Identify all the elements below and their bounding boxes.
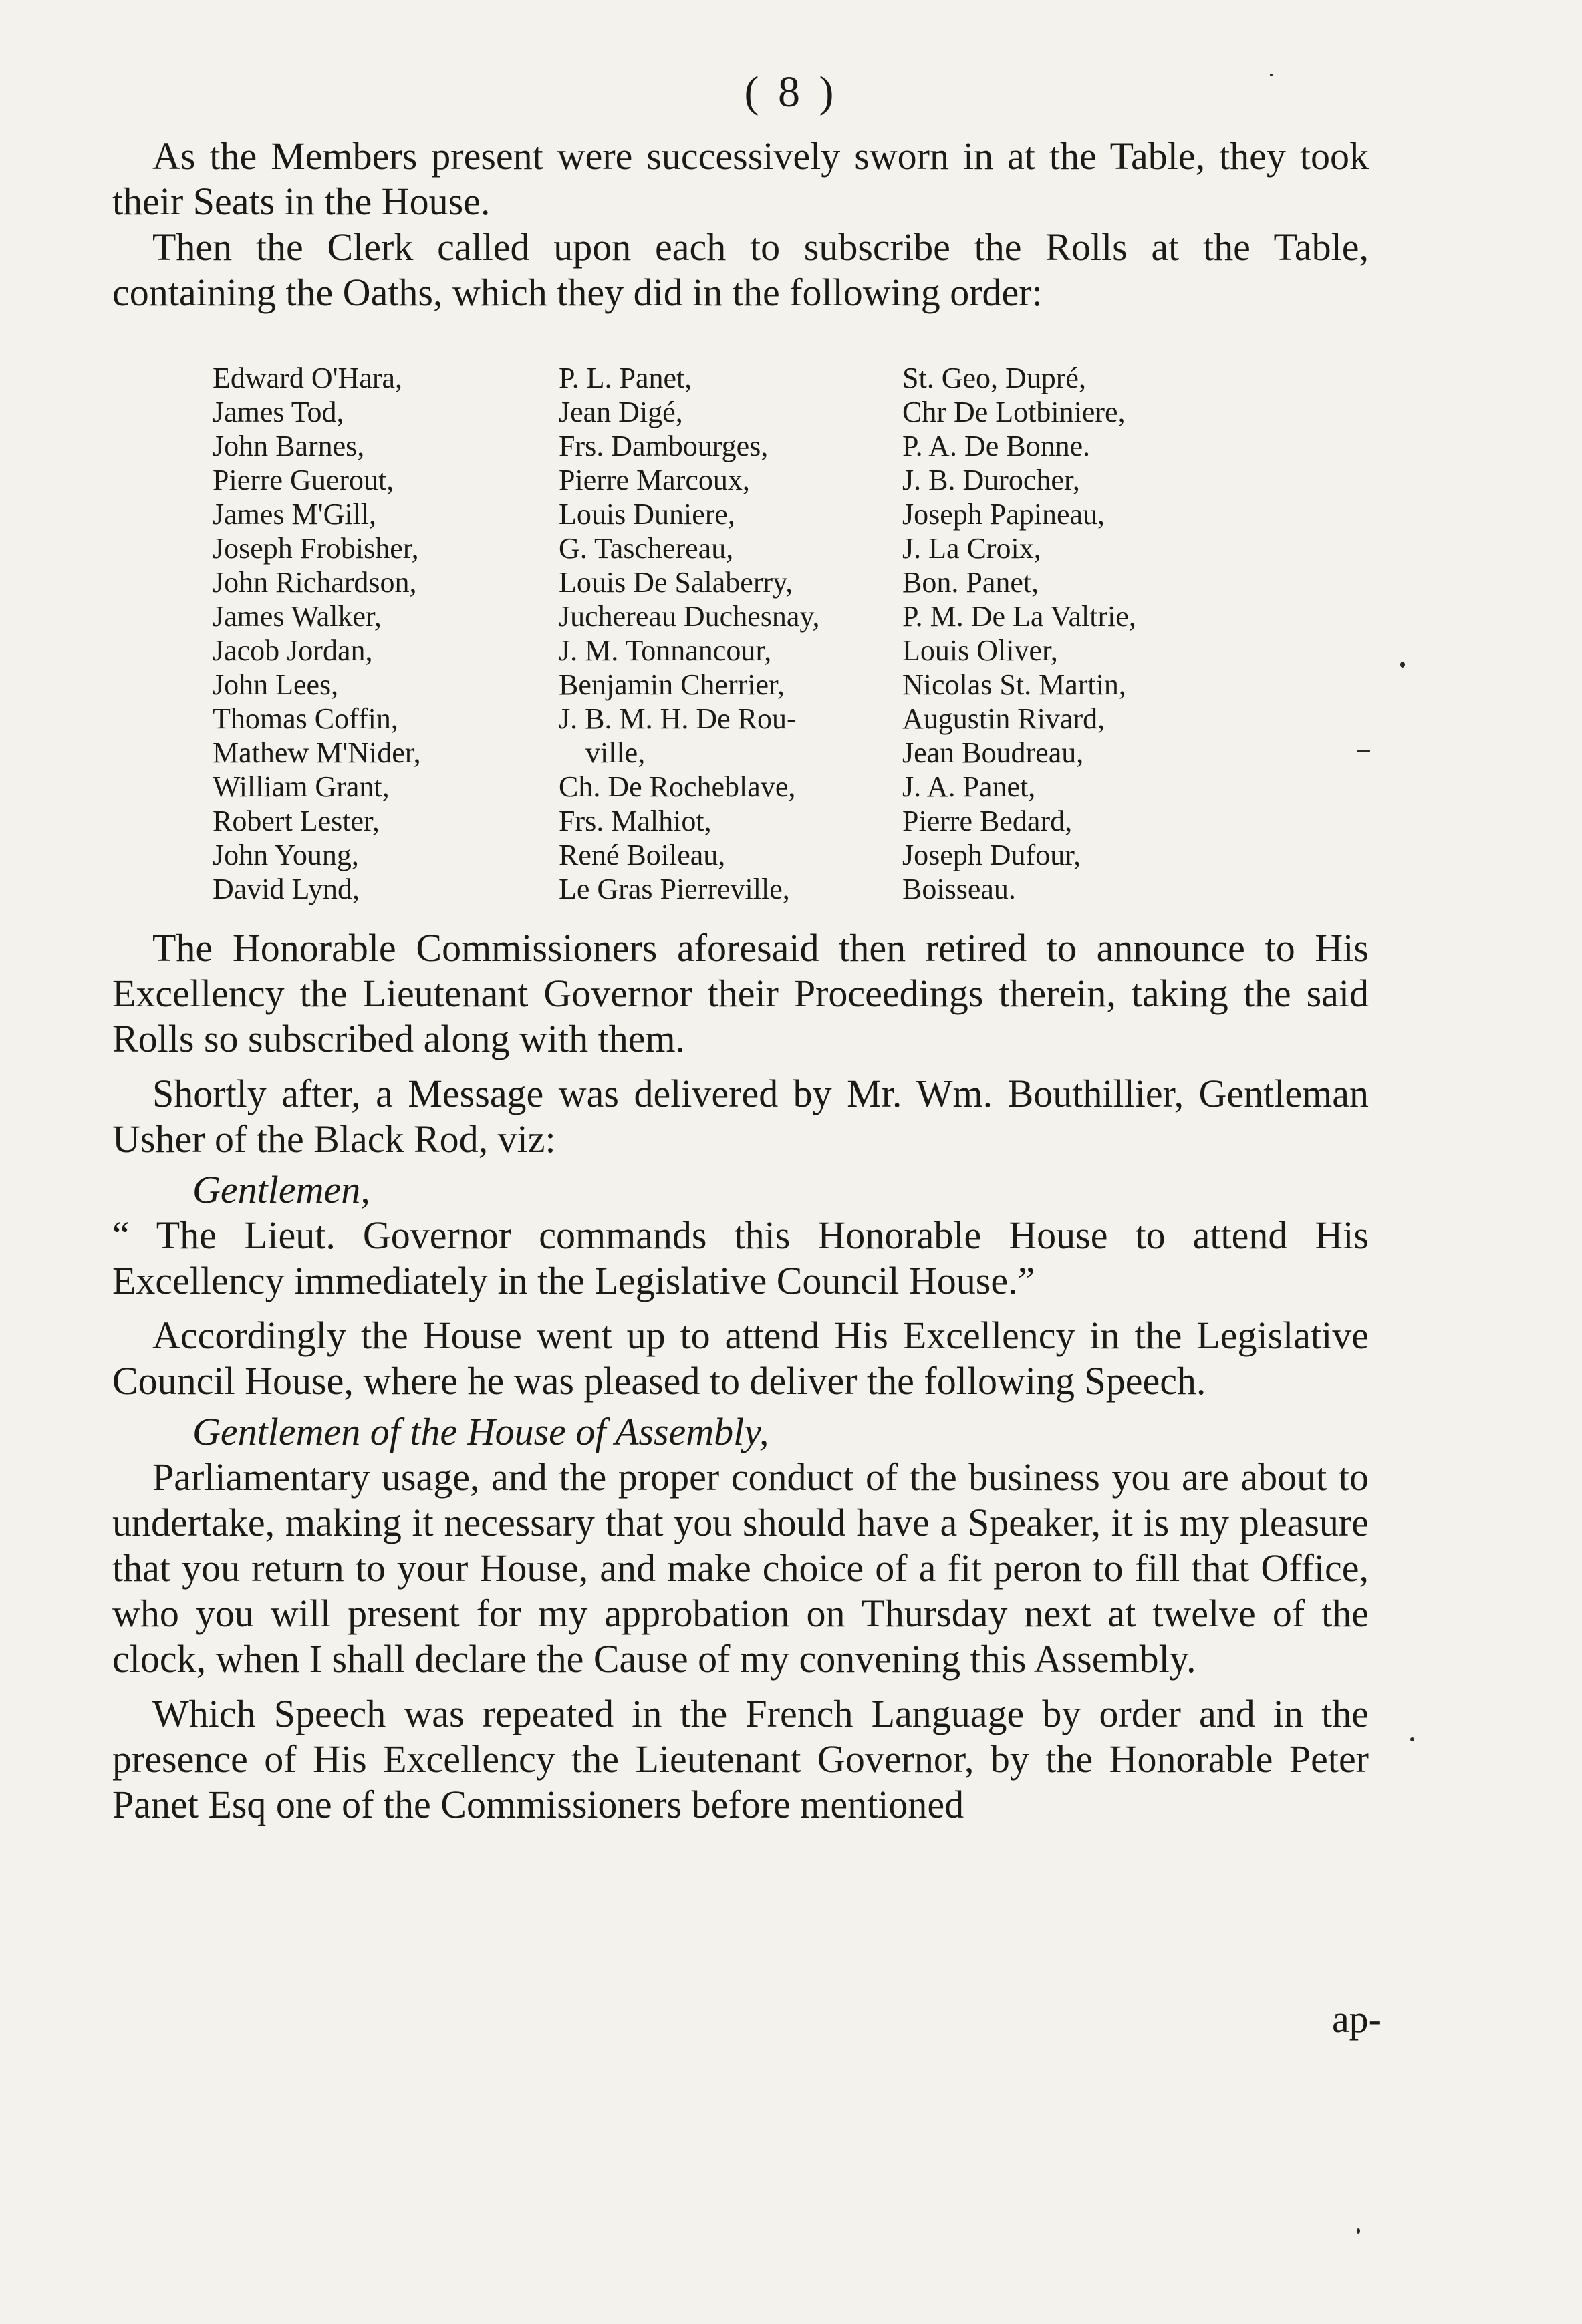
member-name: John Richardson, [213,566,417,599]
roll-column-3 [902,361,1228,906]
member-name: Jean Digé, [559,396,683,428]
ink-speck [1410,1737,1414,1741]
member-name: J. A. Panet, [902,770,1036,803]
ink-speck [1400,662,1405,668]
member-name: René Boileau, [559,839,726,871]
member-name: P. A. De Bonne. [902,430,1091,462]
member-name: St. Geo, Dupré, [902,361,1086,394]
member-name: John Young, [213,839,359,871]
roll-of-members [213,361,1228,906]
member-name: Benjamin Cherrier, [559,668,785,701]
proceedings-text [112,925,1369,1828]
member-name: J. B. M. H. De Rou- [559,702,797,735]
roll-column-2 [559,361,902,906]
member-name: Thomas Coffin, [213,702,398,735]
member-name: J. M. Tonnancour, [559,634,772,667]
paragraph-members-sworn: As the Members present were successively sworn in at the Table, they took their Seats in the House. [112,134,1369,223]
member-name: William Grant, [213,770,390,803]
member-name: Joseph Frobisher, [213,532,419,565]
member-name: Robert Lester, [213,805,380,837]
member-name: Le Gras Pierreville, [559,873,790,905]
member-name: Louis Oliver, [902,634,1058,667]
paragraph-house-attends: Accordingly the House went up to attend His Excellency in the Legislative Council House, where he was pleased to deliver the following Speech. [112,1314,1369,1403]
member-name: John Lees, [213,668,339,701]
salutation-house-of-assembly: Gentlemen of the House of Assembly, [192,1410,769,1453]
ink-speck [1357,750,1370,752]
opening-text [112,134,1369,315]
member-name: Boisseau. [902,873,1016,905]
member-name: J. B. Durocher, [902,464,1080,496]
member-name: Louis De Salaberry, [559,566,793,599]
catchword: ap- [1331,1997,1381,2041]
member-name: John Barnes, [213,430,365,462]
member-name: Frs. Dambourges, [559,430,769,462]
quoted-message: “ The Lieut. Governor commands this Honorable House to attend His Excellency immediately in the Legislative Council House.” [112,1213,1369,1302]
ink-speck [1357,2228,1360,2234]
roll-column-1 [213,361,559,906]
member-name: Edward O'Hara, [213,361,403,394]
member-name: Joseph Papineau, [902,498,1105,531]
member-name: P. M. De La Valtrie, [902,600,1136,633]
member-name: Jean Boudreau, [902,736,1084,769]
paragraph-black-rod-message: Shortly after, a Message was delivered by Mr. Wm. Bouthillier, Gentleman Usher of the Black Rod, viz: [112,1072,1369,1161]
member-name: Louis Duniere, [559,498,735,531]
paragraph-clerk-rolls: Then the Clerk called upon each to subscribe the Rolls at the Table, containing the Oaths, which they did in the following order: [112,225,1369,314]
salutation-gentlemen: Gentlemen, [192,1168,370,1211]
member-name: P. L. Panet, [559,361,692,394]
governor-speech: Parliamentary usage, and the proper conduct of the business you are about to undertake, making it necessary that you should have a Speaker, it is my pleasure that you return to your House, and make choice of a fit peron to fill that Office, who you will present for my approbation on Thursday next at twelve of the clock, when I shall declare the Cause of my convening this Assembly. [112,1455,1369,1681]
member-name: Joseph Dufour, [902,839,1081,871]
member-name: J. La Croix, [902,532,1041,565]
member-name: David Lynd, [213,873,360,905]
member-name: G. Taschereau, [559,532,734,565]
member-name: Pierre Marcoux, [559,464,750,496]
member-name: Chr De Lotbiniere, [902,396,1126,428]
ink-speck [1270,74,1273,76]
member-name: Bon. Panet, [902,566,1039,599]
member-name: James Tod, [213,396,344,428]
paragraph-commissioners-retired: The Honorable Commissioners aforesaid then retired to announce to His Excellency the Lieutenant Governor their Proceedings therein, taking the said Rolls so subscribed along with them. [112,926,1369,1060]
member-name: James M'Gill, [213,498,377,531]
paragraph-french-repetition: Which Speech was repeated in the French Language by order and in the presence of His Excellency the Lieutenant Governor, by the Honorable Peter Panet Esq one of the Commissioners before mentioned [112,1692,1369,1826]
member-name: Augustin Rivard, [902,702,1105,735]
member-name: Mathew M'Nider, [213,736,421,769]
member-name: Nicolas St. Martin, [902,668,1126,701]
member-name: Juchereau Duchesnay, [559,600,820,633]
member-name: Pierre Guerout, [213,464,394,496]
member-name: James Walker, [213,600,382,633]
member-name: Ch. De Rocheblave, [559,770,796,803]
member-name: Pierre Bedard, [902,805,1073,837]
member-name: ville, [585,736,646,769]
member-name: Jacob Jordan, [213,634,373,667]
page-number: ( 8 ) [744,67,838,116]
member-name: Frs. Malhiot, [559,805,712,837]
